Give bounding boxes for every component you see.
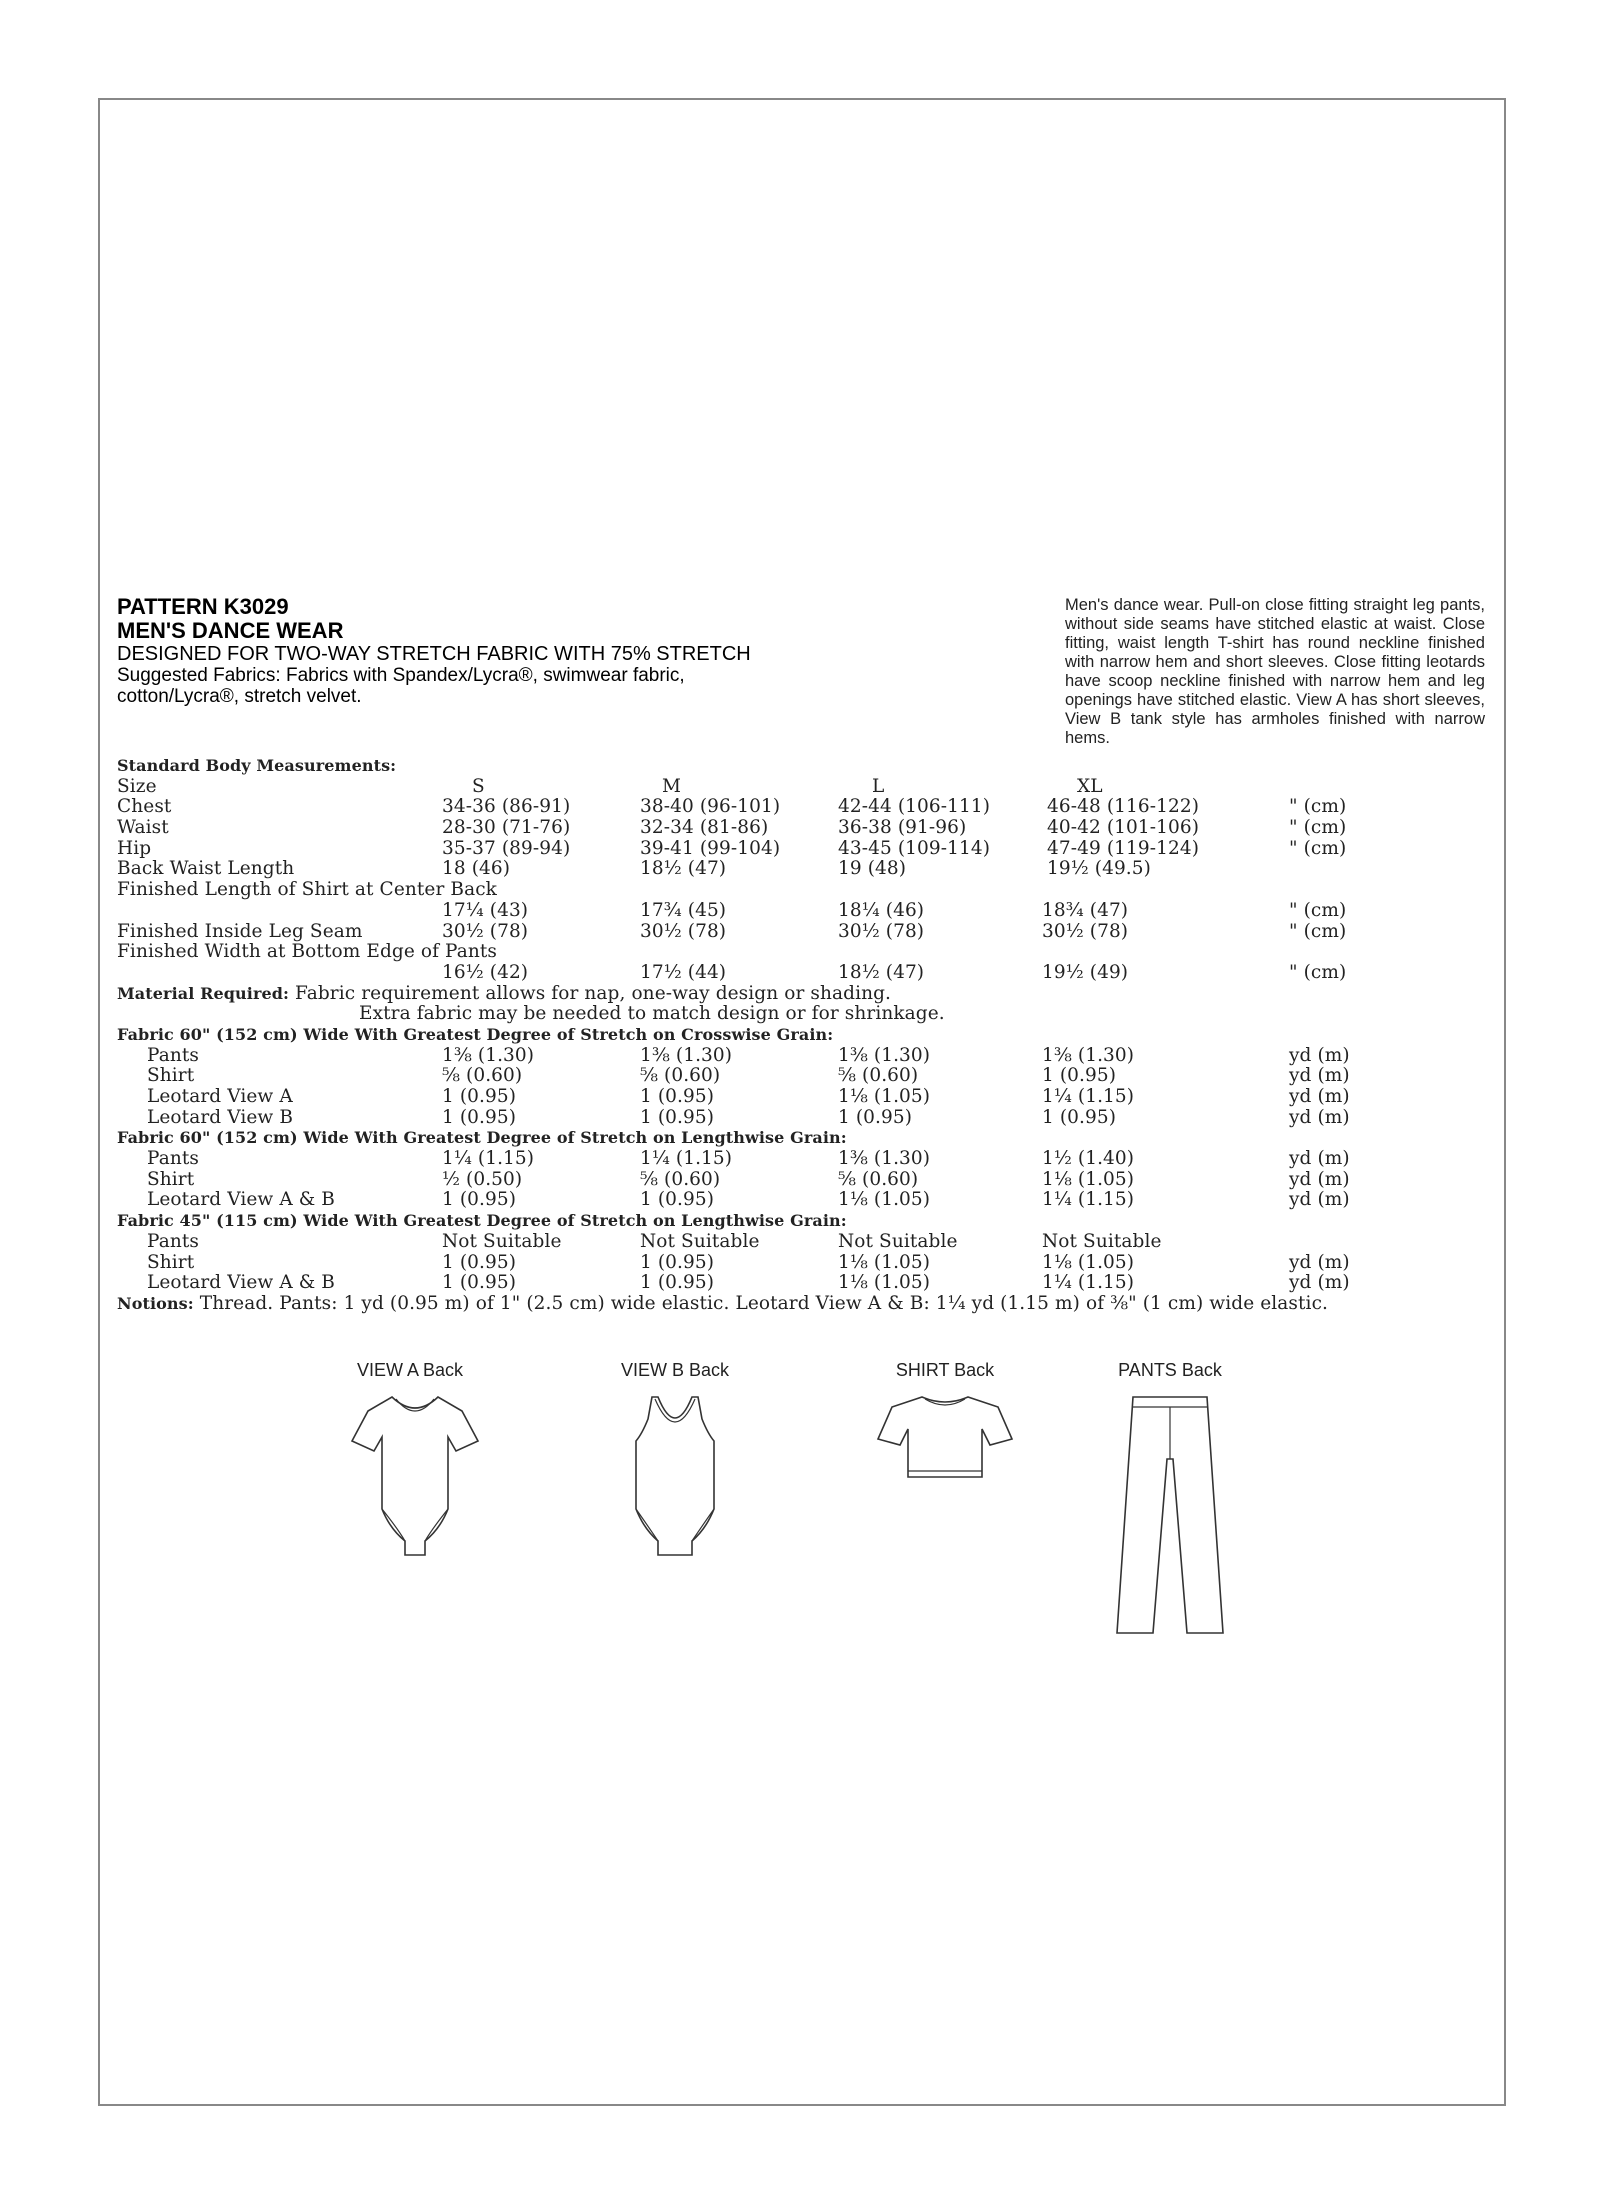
row-label: Finished Inside Leg Seam	[117, 920, 363, 942]
size-m: M	[662, 775, 682, 797]
cell: 1 (0.95)	[640, 1189, 715, 1211]
cell: 1⅛ (1.05)	[1042, 1251, 1135, 1273]
table-row	[117, 1066, 1457, 1087]
row-label: Pants	[147, 1148, 199, 1170]
cell: 38-40 (96-101)	[640, 796, 781, 818]
suggested-fabrics-line-1: Suggested Fabrics: Fabrics with Spandex/Lycra®, swimwear fabric,	[117, 665, 685, 686]
table-row	[117, 1149, 1457, 1170]
view-b-leotard-drawing	[610, 1389, 740, 1569]
cell: 1¼ (1.15)	[1042, 1272, 1135, 1294]
cell: 1 (0.95)	[838, 1106, 913, 1128]
cell: 40-42 (101-106)	[1047, 817, 1200, 839]
cell: 42-44 (106-111)	[838, 796, 991, 818]
cell: 17½ (44)	[640, 961, 727, 983]
cell: Not Suitable	[442, 1230, 562, 1252]
table-row	[117, 797, 1457, 818]
row-label: Leotard View A & B	[147, 1272, 336, 1294]
table-row	[117, 963, 1457, 984]
cell: 1 (0.95)	[1042, 1106, 1117, 1128]
cell: 17¾ (45)	[640, 899, 727, 921]
shirt-length-label: Finished Length of Shirt at Center Back	[117, 879, 497, 901]
view-b-back	[605, 1360, 745, 1574]
cell: 1⅛ (1.05)	[838, 1272, 931, 1294]
row-label: Shirt	[147, 1251, 195, 1273]
cell: 1 (0.95)	[1042, 1065, 1117, 1087]
cell: 35-37 (89-94)	[442, 837, 571, 859]
view-b-label: VIEW B Back	[620, 1360, 730, 1380]
cell: Not Suitable	[838, 1230, 958, 1252]
row-label: Shirt	[147, 1065, 195, 1087]
row-label: Chest	[117, 796, 172, 818]
cell: 1⅛ (1.05)	[838, 1251, 931, 1273]
unit: " (cm)	[1289, 899, 1347, 921]
cell: 1¼ (1.15)	[442, 1148, 535, 1170]
cell: 1⅛ (1.05)	[838, 1086, 931, 1107]
cell: ⅝ (0.60)	[838, 1168, 919, 1190]
cell: 19½ (49.5)	[1047, 858, 1151, 880]
row-label: Leotard View A	[147, 1086, 293, 1107]
cell: 1⅛ (1.05)	[838, 1189, 931, 1211]
unit: " (cm)	[1289, 817, 1347, 839]
cell: 1⅛ (1.05)	[1042, 1168, 1135, 1190]
cell: Not Suitable	[640, 1230, 760, 1252]
cell: 32-34 (81-86)	[640, 817, 769, 839]
unit: " (cm)	[1289, 837, 1347, 859]
cell: 1¼ (1.15)	[640, 1148, 733, 1170]
cell: 1⅜ (1.30)	[442, 1044, 535, 1066]
table-row	[117, 1170, 1457, 1191]
table-row	[117, 1273, 1457, 1294]
view-a-back	[340, 1360, 480, 1574]
cell: 18¼ (46)	[838, 899, 925, 921]
pattern-title-block	[117, 595, 877, 707]
cell: 17¼ (43)	[442, 899, 529, 921]
cell: 1⅜ (1.30)	[640, 1044, 733, 1066]
pants-width-label: Finished Width at Bottom Edge of Pants	[117, 941, 498, 963]
cell: 18½ (47)	[640, 858, 727, 880]
suggested-fabrics-line-2: cotton/Lycra®, stretch velvet.	[117, 686, 362, 707]
cell: 1 (0.95)	[640, 1086, 715, 1107]
cell: 1 (0.95)	[640, 1251, 715, 1273]
table-row	[117, 818, 1457, 839]
table-row	[117, 1190, 1457, 1211]
material-label: Material Required:	[117, 983, 290, 1003]
table-row	[117, 1253, 1457, 1274]
size-l: L	[872, 775, 885, 797]
cell: 1½ (1.40)	[1042, 1148, 1135, 1170]
fabric-section-heading: Fabric 45" (115 cm) Wide With Greatest Degree of Stretch on Lengthwise Grain:	[117, 1211, 847, 1231]
table-row	[117, 1087, 1457, 1108]
pattern-title: MEN'S DANCE WEAR	[117, 618, 344, 643]
cell: 1⅜ (1.30)	[1042, 1044, 1135, 1066]
cell: 34-36 (86-91)	[442, 796, 571, 818]
cell: 1⅜ (1.30)	[838, 1044, 931, 1066]
unit: yd (m)	[1289, 1065, 1350, 1087]
shirt-drawing	[870, 1389, 1020, 1499]
cell: 1¼ (1.15)	[1042, 1086, 1135, 1107]
designed-for-text: DESIGNED FOR TWO-WAY STRETCH FABRIC WITH 75% STRETCH	[117, 643, 751, 665]
size-s: S	[472, 775, 485, 797]
notions-text: Thread. Pants: 1 yd (0.95 m) of 1" (2.5 cm) wide elastic. Leotard View A & B: 1¼ yd (1.15 m) of ⅜" (1 cm) wide elastic.	[199, 1292, 1329, 1314]
cell: 43-45 (109-114)	[838, 837, 991, 859]
unit: yd (m)	[1289, 1272, 1350, 1294]
measurements-heading: Standard Body Measurements:	[117, 756, 397, 775]
unit: " (cm)	[1289, 920, 1347, 942]
cell: ½ (0.50)	[442, 1168, 523, 1190]
unit: " (cm)	[1289, 961, 1347, 983]
row-label: Shirt	[147, 1168, 195, 1190]
view-a-leotard-drawing	[340, 1389, 490, 1569]
pattern-number: PATTERN K3029	[117, 594, 289, 619]
shirt-label: SHIRT Back	[895, 1360, 995, 1380]
pants-drawing	[1095, 1389, 1245, 1649]
table-row	[117, 1232, 1457, 1253]
garment-description: Men's dance wear. Pull-on close fitting straight leg pants, without side seams have stitched elastic at waist. Close fitting, waist length T-shirt has round neckline finished with narrow hem and short sleeves. Close fitting leotards have scoop neckline finished with narrow hem and leg openings have stitched elastic. View A has short sleeves, View B tank style has armholes finished with narrow hems.	[1065, 596, 1485, 747]
cell: 1⅜ (1.30)	[838, 1148, 931, 1170]
cell: 39-41 (99-104)	[640, 837, 781, 859]
unit: yd (m)	[1289, 1106, 1350, 1128]
material-line-1: Fabric requirement allows for nap, one-way design or shading.	[295, 982, 892, 1004]
row-label: Waist	[117, 817, 169, 839]
row-label: Leotard View B	[147, 1106, 294, 1128]
pants-label: PANTS Back	[1118, 1360, 1222, 1380]
unit: yd (m)	[1289, 1189, 1350, 1211]
cell: ⅝ (0.60)	[640, 1168, 721, 1190]
table-row	[117, 859, 1457, 880]
row-label: Pants	[147, 1230, 199, 1252]
garment-views	[0, 1360, 1600, 1660]
size-xl: XL	[1077, 775, 1103, 797]
fabric-section-heading: Fabric 60" (152 cm) Wide With Greatest Degree of Stretch on Crosswise Grain:	[117, 1024, 834, 1044]
table-row	[117, 839, 1457, 860]
unit: yd (m)	[1289, 1251, 1350, 1273]
shirt-back	[870, 1360, 1020, 1504]
size-label: Size	[117, 775, 157, 797]
cell: 1 (0.95)	[442, 1189, 517, 1211]
pants-back	[1095, 1360, 1245, 1654]
cell: 1 (0.95)	[442, 1086, 517, 1107]
row-label: Pants	[147, 1044, 199, 1066]
cell: 18½ (47)	[838, 961, 925, 983]
table-row	[117, 922, 1457, 943]
unit: yd (m)	[1289, 1044, 1350, 1066]
cell: 46-48 (116-122)	[1047, 796, 1200, 818]
cell: 1 (0.95)	[640, 1272, 715, 1294]
unit: yd (m)	[1289, 1148, 1350, 1170]
cell: 28-30 (71-76)	[442, 817, 571, 839]
cell: 1 (0.95)	[442, 1106, 517, 1128]
cell: ⅝ (0.60)	[838, 1065, 919, 1087]
table-row	[117, 1046, 1457, 1067]
view-a-label: VIEW A Back	[356, 1360, 464, 1380]
cell: 19 (48)	[838, 858, 907, 880]
fabric-section-heading: Fabric 60" (152 cm) Wide With Greatest Degree of Stretch on Lengthwise Grain:	[117, 1128, 847, 1148]
cell: ⅝ (0.60)	[442, 1065, 523, 1087]
cell: 30½ (78)	[1042, 920, 1129, 942]
material-line-2: Extra fabric may be needed to match design or for shrinkage.	[359, 1003, 945, 1025]
cell: 1 (0.95)	[640, 1106, 715, 1128]
unit: yd (m)	[1289, 1168, 1350, 1190]
unit: yd (m)	[1289, 1086, 1350, 1107]
cell: 16½ (42)	[442, 961, 529, 983]
notions	[117, 1294, 1387, 1315]
cell: 18 (46)	[442, 858, 511, 880]
row-label: Back Waist Length	[117, 858, 295, 880]
specifications-table	[117, 756, 1457, 1315]
cell: Not Suitable	[1042, 1230, 1162, 1252]
notions-label: Notions:	[117, 1293, 194, 1313]
unit: " (cm)	[1289, 796, 1347, 818]
cell: 18¾ (47)	[1042, 899, 1129, 921]
cell: 30½ (78)	[442, 920, 529, 942]
table-row	[117, 901, 1457, 922]
cell: 19½ (49)	[1042, 961, 1129, 983]
cell: 1 (0.95)	[442, 1272, 517, 1294]
cell: 1¼ (1.15)	[1042, 1189, 1135, 1211]
size-header-row	[117, 777, 1457, 798]
cell: 47-49 (119-124)	[1047, 837, 1200, 859]
cell: 36-38 (91-96)	[838, 817, 967, 839]
cell: 1 (0.95)	[442, 1251, 517, 1273]
material-required-row	[117, 984, 1457, 1005]
row-label: Hip	[117, 837, 152, 859]
table-row	[117, 1108, 1457, 1129]
cell: 30½ (78)	[838, 920, 925, 942]
cell: 30½ (78)	[640, 920, 727, 942]
row-label: Leotard View A & B	[147, 1189, 336, 1211]
cell: ⅝ (0.60)	[640, 1065, 721, 1087]
